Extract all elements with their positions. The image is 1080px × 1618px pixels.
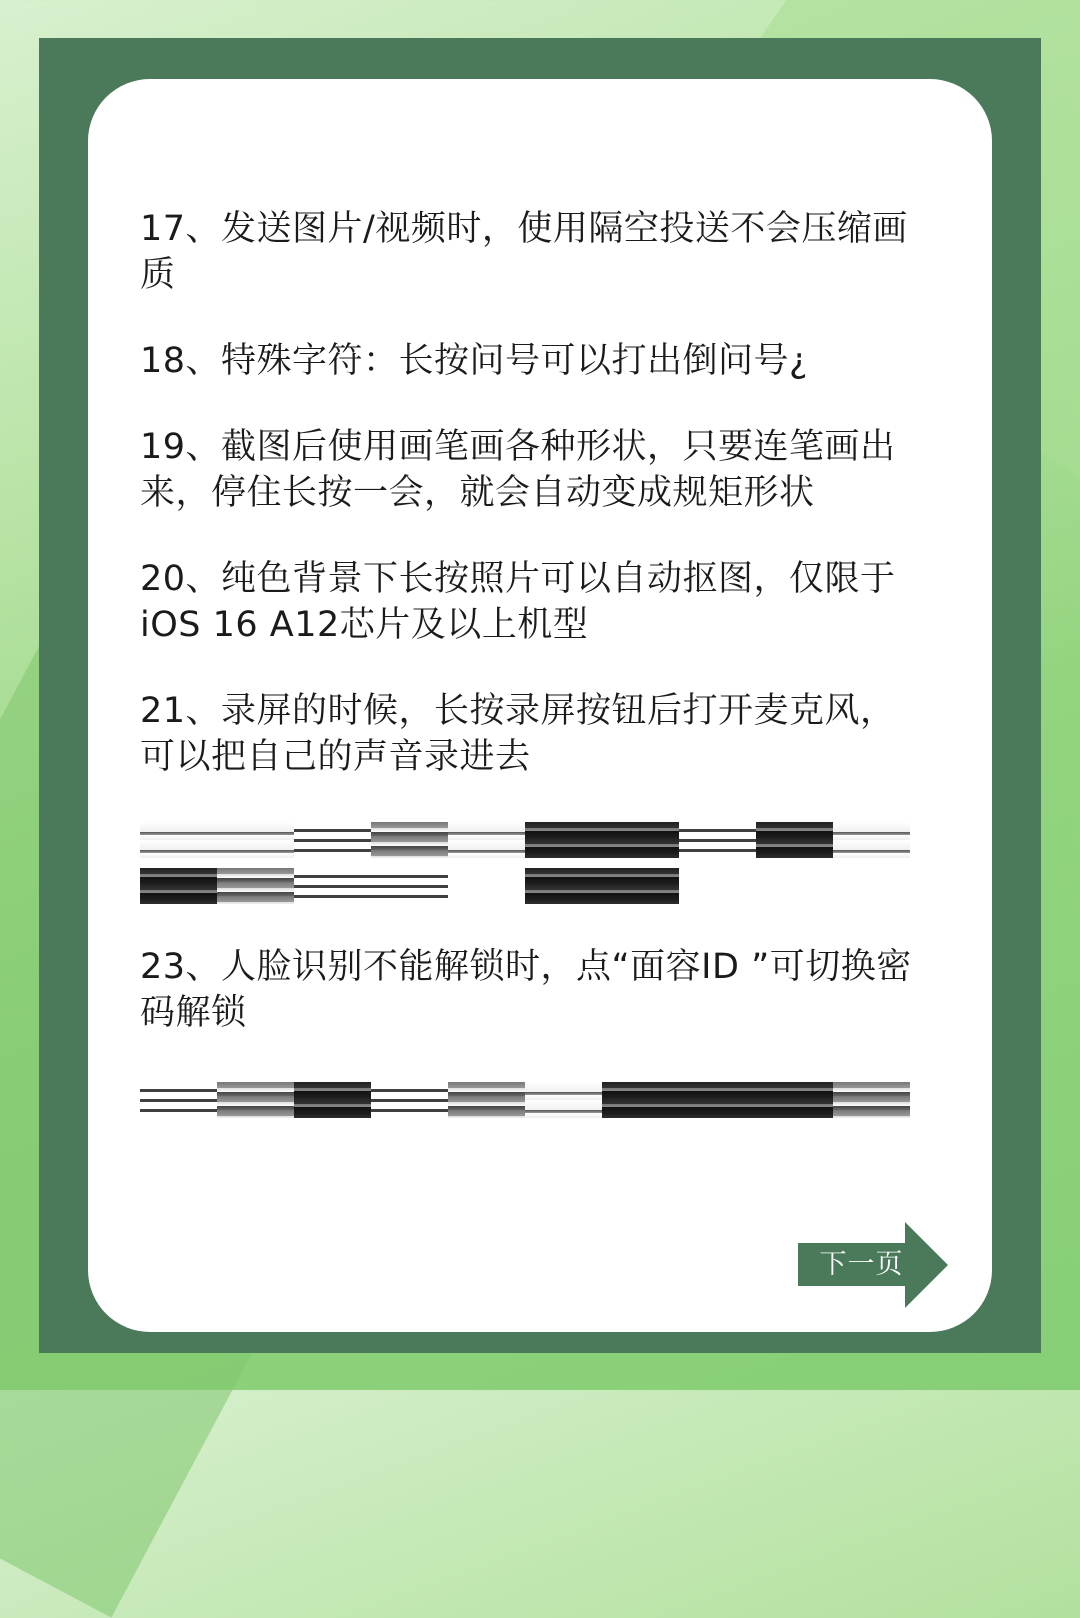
tips-list: [140, 206, 930, 1128]
redacted-line: [140, 822, 910, 858]
tip-17: 17、发送图片/视频时，使用隔空投送不会压缩画质: [140, 209, 908, 295]
next-page-button[interactable]: [798, 1222, 950, 1308]
next-page-label: 下一页: [819, 1249, 904, 1280]
redacted-line: [140, 868, 910, 904]
tip-21: 21、录屏的时候，长按录屏按钮后打开麦克风，可以把自己的声音录进去: [140, 691, 896, 777]
redacted-tip-22: [140, 822, 910, 904]
tip-19: 19、截图后使用画笔画各种形状，只要连笔画出来，停住长按一会，就会自动变成规矩形状: [140, 427, 896, 513]
tip-18: 18、特殊字符：长按问号可以打出倒问号¿: [140, 341, 809, 381]
redacted-line: [140, 1082, 910, 1118]
tip-20: 20、纯色背景下长按照片可以自动抠图，仅限于iOS 16 A12芯片及以上机型: [140, 559, 896, 645]
tip-23: 23、人脸识别不能解锁时，点“面容ID ”可切换密码解锁: [140, 947, 912, 1033]
redacted-tip-24: [140, 1082, 910, 1118]
